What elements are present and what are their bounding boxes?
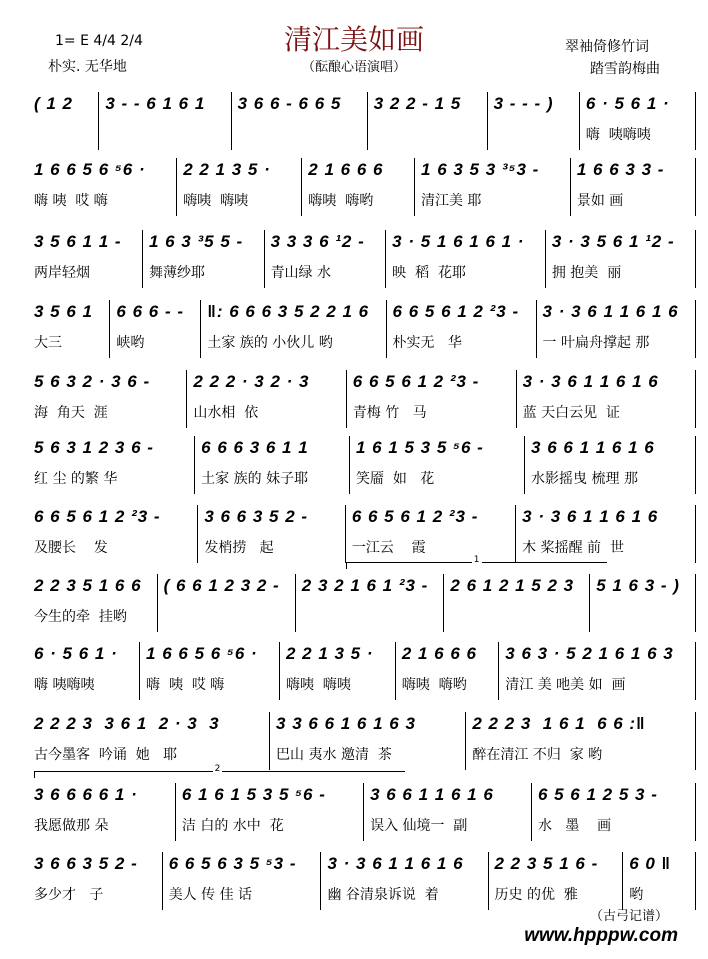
measure-notes: 3 6 6 3 5 2 - xyxy=(34,854,138,873)
measure-notes: 3 6 6 6 6 1 · xyxy=(34,785,138,804)
measure-lyrics: 两岸轻烟 xyxy=(34,265,90,281)
measure-notes: 6 5 6 1 2 5 3 - xyxy=(537,785,658,804)
measure-notes: 6 6 5 6 3 5 ⁵3 - xyxy=(168,854,297,873)
measure-notes: ( 6 6 1 2 3 2 - xyxy=(163,576,280,595)
measure-lyrics xyxy=(302,602,438,632)
measure xyxy=(516,505,696,563)
measure-lyrics xyxy=(450,602,583,632)
measure-notes: 6 · 5 6 1 · xyxy=(34,644,118,663)
measure-lyrics xyxy=(596,602,689,632)
measure xyxy=(386,230,546,288)
measure xyxy=(198,505,345,563)
measure-notes: 2 2 3 5 1 6 - xyxy=(494,854,599,873)
measure-notes: 3 - - - ) xyxy=(493,94,554,113)
measure-notes: 6 6 5 6 1 2 ²3 - xyxy=(392,302,520,321)
measure-notes: 3 6 6 - 6 6 5 xyxy=(237,94,342,113)
measure-lyrics: 山水相 依 xyxy=(193,405,259,421)
measure-lyrics: 青山绿 水 xyxy=(270,265,332,281)
measure xyxy=(532,783,696,841)
measure xyxy=(623,852,696,910)
measure xyxy=(488,92,580,150)
score-row xyxy=(28,555,696,632)
measure xyxy=(580,92,696,150)
measure-notes: 2 1 6 6 6 xyxy=(308,160,384,179)
measure-notes: 3 3 3 6 ¹2 - xyxy=(270,232,365,251)
measure-lyrics: 历史 的优 雅 xyxy=(494,887,578,903)
measure-lyrics xyxy=(164,602,289,632)
measure xyxy=(110,300,201,358)
volta-number: 2 xyxy=(214,764,221,774)
measure xyxy=(368,92,488,150)
measure xyxy=(28,230,143,288)
measure-notes: 2 2 1 3 5 · xyxy=(285,644,374,663)
score-row xyxy=(28,852,696,910)
measure-notes: 6 6 6 - - xyxy=(116,302,184,321)
score-row xyxy=(28,300,696,358)
site-watermark: www.hpppw.com xyxy=(524,925,678,946)
measure xyxy=(28,300,110,358)
score-row xyxy=(28,158,696,216)
measure-notes: 2 3 2 1 6 1 ²3 - xyxy=(301,576,429,595)
measure xyxy=(280,642,396,700)
measure-lyrics: 土家 族的 小伙儿 哟 xyxy=(207,335,333,351)
measure xyxy=(140,642,280,700)
score-row xyxy=(28,230,696,288)
measure-notes: 1 6 6 5 6 ⁵6 · xyxy=(146,644,258,663)
measure-notes: 3 · 3 6 1 1 6 1 6 xyxy=(522,372,659,391)
score-row xyxy=(28,642,696,700)
measure xyxy=(177,158,302,216)
measure-notes: ‖: 6 6 6 3 5 2 2 1 6 xyxy=(207,302,370,321)
measure-notes: 6 6 5 6 1 2 ²3 - xyxy=(352,372,480,391)
measure-notes: 3 · 3 5 6 1 ¹2 - xyxy=(551,232,675,251)
measure-notes: 1 6 6 5 6 ⁵6 · xyxy=(34,160,146,179)
measure xyxy=(28,574,158,632)
measure-lyrics: 哟 xyxy=(629,887,644,903)
measure xyxy=(28,642,140,700)
measure-notes: 3 - - 6 1 6 1 xyxy=(105,94,206,113)
measure-lyrics: 发梢捞 起 xyxy=(204,540,274,556)
score-row xyxy=(28,712,696,770)
measure-lyrics: 映 稻 花耶 xyxy=(392,265,466,281)
measure-lyrics: 红 尘 的繁 华 xyxy=(34,471,118,487)
measure-lyrics xyxy=(34,120,92,150)
measure xyxy=(415,158,571,216)
measure-lyrics: 大三 xyxy=(34,335,62,351)
measure-notes: 6 1 6 1 5 3 5 ⁵6 - xyxy=(181,785,326,804)
measure-lyrics: 嗨 咦嗨咦 xyxy=(34,677,95,693)
measure xyxy=(525,436,696,494)
measure xyxy=(571,158,696,216)
measure xyxy=(265,230,387,288)
measure-notes: 5 1 6 3 - ) xyxy=(596,576,680,595)
measure-lyrics: 我愿做那 朵 xyxy=(34,818,109,834)
measure-lyrics: 青梅 竹 马 xyxy=(352,405,427,421)
measure-notes: 1 6 6 3 3 - xyxy=(576,160,665,179)
measure xyxy=(590,574,696,632)
measure-notes: 2 2 2 3 1 6 1 6 6 :‖ xyxy=(472,714,646,733)
measure-notes: 6 6 5 6 1 2 ²3 - xyxy=(34,507,161,526)
measure xyxy=(364,783,532,841)
measure-lyrics xyxy=(238,120,361,150)
measure-notes: 3 6 3 · 5 2 1 6 1 6 3 xyxy=(505,644,674,663)
measure-lyrics xyxy=(105,120,224,150)
measure xyxy=(158,574,296,632)
measure-lyrics: 及腰长 发 xyxy=(34,540,108,556)
measure-lyrics: 嗨 咦嗨咦 xyxy=(585,127,651,143)
measure-notes: 1 6 1 5 3 5 ⁵6 - xyxy=(355,438,484,457)
performance-style: 朴实. 无华地 xyxy=(48,59,127,75)
lyricist: 翠袖倚修竹词 xyxy=(565,39,649,55)
measure-lyrics: 景如 画 xyxy=(576,193,624,209)
measure xyxy=(346,505,516,563)
measure xyxy=(28,783,176,841)
measure xyxy=(28,505,198,563)
measure xyxy=(201,300,386,358)
measure xyxy=(28,158,177,216)
measure xyxy=(28,92,99,150)
measure-lyrics: 木 桨摇醒 前 世 xyxy=(522,540,624,556)
measure-lyrics: 美人 传 佳 话 xyxy=(168,887,253,903)
measure-lyrics: 古今墨客 吟诵 她 耶 xyxy=(34,747,178,763)
measure xyxy=(350,436,525,494)
measure xyxy=(489,852,624,910)
measure xyxy=(163,852,322,910)
measure xyxy=(143,230,265,288)
measure-notes: 2 2 1 3 5 · xyxy=(183,160,271,179)
measure xyxy=(28,436,195,494)
measure-notes: 5 6 3 1 2 3 6 - xyxy=(34,438,154,457)
measure-lyrics: 嗨咦 嗨哟 xyxy=(308,193,374,209)
score-row xyxy=(28,436,696,494)
measure-lyrics: 蓝 天白云见 证 xyxy=(522,405,620,421)
measure-lyrics: 一 叶扁舟撑起 那 xyxy=(542,335,650,351)
measure-notes: 3 5 6 1 1 - xyxy=(34,232,122,251)
measure xyxy=(187,370,346,428)
measure-lyrics: 清江美 耶 xyxy=(421,193,482,209)
score-row xyxy=(28,505,696,563)
measure-lyrics: 水影摇曳 梳理 那 xyxy=(531,471,638,487)
transcriber-credit: （古弓记谱） xyxy=(589,909,668,924)
measure-notes: 2 2 2 · 3 2 · 3 xyxy=(193,372,310,391)
measure-lyrics: 醉在清江 不归 家 哟 xyxy=(472,747,603,763)
measure-notes: 2 2 3 5 1 6 6 xyxy=(34,576,142,595)
measure xyxy=(28,370,187,428)
measure-lyrics: 误入 仙境一 副 xyxy=(370,818,468,834)
measure-lyrics: 舞薄纱耶 xyxy=(148,265,205,281)
measure-notes: 1 6 3 5 3 ³⁵3 - xyxy=(421,160,540,179)
measure xyxy=(176,783,364,841)
measure-lyrics: 嗨咦 嗨咦 xyxy=(183,193,249,209)
measure-notes: ( 1 2 xyxy=(34,94,74,113)
score-row xyxy=(28,92,696,150)
measure-lyrics: 一江云 霞 xyxy=(351,540,426,556)
measure-lyrics: 洁 白的 水中 花 xyxy=(181,818,284,834)
measure-lyrics: 嗨咦 嗨咦 xyxy=(285,677,351,693)
measure-notes: 3 5 6 1 xyxy=(34,302,93,321)
measure-lyrics: 巴山 夷水 邀清 茶 xyxy=(276,747,392,763)
singer: （酝酿心语演唱） xyxy=(301,60,406,75)
volta-bracket xyxy=(34,764,405,778)
measure-lyrics: 清江 美 吔美 如 画 xyxy=(505,677,626,693)
measure-notes: 6 6 5 6 1 2 ²3 - xyxy=(351,507,479,526)
measure xyxy=(99,92,231,150)
key-signature: 1= E 4/4 2/4 xyxy=(55,33,143,49)
measure-lyrics: 海 角天 涯 xyxy=(34,405,108,421)
measure-notes: 6 · 5 6 1 · xyxy=(585,94,670,113)
measure-notes: 3 6 6 3 5 2 - xyxy=(204,507,309,526)
measure-notes: 2 1 6 6 6 xyxy=(401,644,477,663)
measure xyxy=(396,642,499,700)
measure xyxy=(232,92,368,150)
measure xyxy=(296,574,445,632)
measure-notes: 3 6 6 1 1 6 1 6 xyxy=(531,438,655,457)
measure-notes: 1 6 3 ³5 5 - xyxy=(148,232,244,251)
measure-notes: 2 6 1 2 1 5 2 3 xyxy=(450,576,575,595)
measure-lyrics: 拥 抱美 丽 xyxy=(551,265,622,281)
measure-lyrics: 水 墨 画 xyxy=(537,818,612,834)
measure-notes: 3 · 3 6 1 1 6 1 6 xyxy=(522,507,659,526)
measure xyxy=(466,712,696,770)
measure xyxy=(347,370,517,428)
measure xyxy=(444,574,590,632)
song-title: 清江美如画 xyxy=(283,23,424,56)
measure-lyrics: 笑靥 如 花 xyxy=(355,471,435,487)
volta-number: 1 xyxy=(473,555,480,565)
measure-lyrics: 多少才 子 xyxy=(34,887,104,903)
measure-notes: 6 0 ‖ xyxy=(629,854,672,873)
measure xyxy=(537,300,697,358)
measure xyxy=(270,712,466,770)
measure xyxy=(321,852,488,910)
measure-notes: 3 6 6 1 1 6 1 6 xyxy=(370,785,494,804)
measure-notes: 3 · 3 6 1 1 6 1 6 xyxy=(542,302,679,321)
measure-notes: 3 3 6 6 1 6 1 6 3 xyxy=(276,714,416,733)
measure xyxy=(28,712,270,770)
measure-lyrics: 嗨 咦 哎 嗨 xyxy=(146,677,225,693)
measure-lyrics xyxy=(494,120,573,150)
score-row xyxy=(28,764,696,841)
measure-lyrics: 峡哟 xyxy=(116,335,145,351)
measure xyxy=(387,300,537,358)
measure-lyrics: 朴实无 华 xyxy=(392,335,462,351)
measure-notes: 3 · 5 1 6 1 6 1 · xyxy=(392,232,525,251)
measure xyxy=(302,158,415,216)
measure-lyrics: 嗨咦 嗨哟 xyxy=(401,677,467,693)
composer: 踏雪韵梅曲 xyxy=(590,61,660,77)
measure-lyrics: 今生的牵 挂哟 xyxy=(34,609,127,625)
measure-lyrics: 嗨 咦 哎 嗨 xyxy=(34,193,108,209)
measure xyxy=(28,852,163,910)
measure xyxy=(499,642,696,700)
measure xyxy=(517,370,696,428)
volta-bracket xyxy=(346,555,607,569)
measure-notes: 3 2 2 - 1 5 xyxy=(373,94,462,113)
measure-notes: 3 · 3 6 1 1 6 1 6 xyxy=(327,854,464,873)
measure-notes: 5 6 3 2 · 3 6 - xyxy=(34,372,151,391)
measure-lyrics: 土家 族的 妹子耶 xyxy=(201,471,309,487)
measure-lyrics xyxy=(374,120,481,150)
measure-notes: 2 2 2 3 3 6 1 2 · 3 3 xyxy=(34,714,220,733)
measure-notes: 6 6 6 3 6 1 1 xyxy=(201,438,309,457)
measure xyxy=(546,230,696,288)
measure-lyrics: 幽 谷清泉诉说 着 xyxy=(327,887,439,903)
score-row xyxy=(28,370,696,428)
measure xyxy=(195,436,350,494)
